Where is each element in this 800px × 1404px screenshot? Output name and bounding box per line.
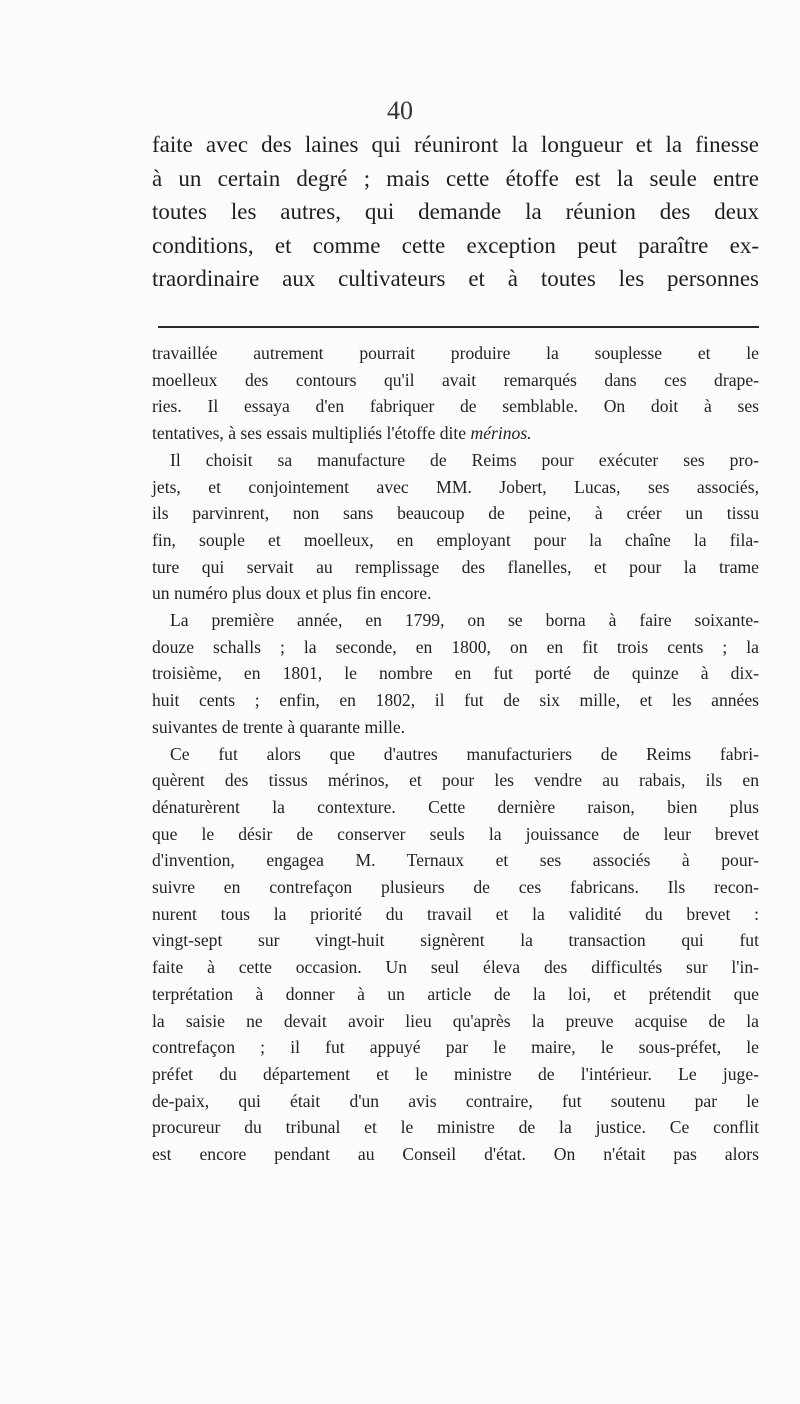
footnote-line: Ce fut alors que d'autres manufacturiers de Reims fabri- <box>170 743 759 764</box>
main-text <box>152 128 759 296</box>
footnote-line: ries. Il essaya d'en fabriquer de semblable. On doit à ses <box>152 396 759 417</box>
footnote-line: troisième, en 1801, le nombre en fut porté de quinze à dix- <box>152 663 759 684</box>
footnote-line: moelleux des contours qu'il avait remarqués dans ces drape- <box>152 369 759 390</box>
footnote-line: vingt-sept sur vingt-huit signèrent la transaction qui fut <box>152 930 759 951</box>
footnote-line: fin, souple et moelleux, en employant pour la chaîne la fila- <box>152 529 759 550</box>
main-text-line: toutes les autres, qui demande la réunion des deux <box>152 199 759 224</box>
main-text-line: traordinaire aux cultivateurs et à toutes les personnes <box>152 266 759 291</box>
footnote-line: quèrent des tissus mérinos, et pour les vendre au rabais, ils en <box>152 770 759 791</box>
footnote-line: la saisie ne devait avoir lieu qu'après la preuve acquise de la <box>152 1010 759 1031</box>
footnote-line: nurent tous la priorité du travail et la validité du brevet : <box>152 903 759 924</box>
footnote-line: travaillée autrement pourrait produire la souplesse et le <box>152 343 759 363</box>
footnote-line: jets, et conjointement avec MM. Jobert, Lucas, ses associés, <box>152 476 759 497</box>
footnote-line: contrefaçon ; il fut appuyé par le maire, le sous-préfet, le <box>152 1037 759 1058</box>
footnote-line: de-paix, qui était d'un avis contraire, fut soutenu par le <box>152 1090 759 1111</box>
footnote-divider <box>158 326 759 328</box>
main-text-line: faite avec des laines qui réuniront la longueur et la finesse <box>152 132 759 157</box>
footnote-line: dénaturèrent la contexture. Cette dernière raison, bien plus <box>152 796 759 817</box>
footnote-line: d'invention, engagea M. Ternaux et ses associés à pour- <box>152 850 759 871</box>
footnote-line: procureur du tribunal et le ministre de la justice. Ce conflit <box>152 1117 759 1138</box>
footnote-line: faite à cette occasion. Un seul éleva des difficultés sur l'in- <box>152 957 759 978</box>
footnote-line: huit cents ; enfin, en 1802, il fut de six mille, et les années <box>152 690 759 711</box>
merinos-term: mérinos. <box>470 423 532 444</box>
footnote-line: suivre en contrefaçon plusieurs de ces fabricans. Ils recon- <box>152 877 759 898</box>
footnote-line: préfet du département et le ministre de l'intérieur. Le juge- <box>152 1063 759 1084</box>
footnote <box>152 340 759 1168</box>
footnote-line-text: tentatives, à ses essais multipliés l'étoffe dite <box>152 423 471 444</box>
footnote-line: douze schalls ; la seconde, en 1800, on en fit trois cents ; la <box>152 636 759 657</box>
footnote-line: que le désir de conserver seuls la jouissance de leur brevet <box>152 823 759 844</box>
main-text-line: à un certain degré ; mais cette étoffe est la seule entre <box>152 165 759 191</box>
footnote-line: est encore pendant au Conseil d'état. On n'était pas alors <box>152 1144 759 1165</box>
footnote-line: suivantes de trente à quarante mille. <box>152 716 406 737</box>
footnote-line: La première année, en 1799, on se borna à faire soixante- <box>170 610 759 631</box>
footnote-line: ils parvinrent, non sans beaucoup de peine, à créer un tissu <box>152 503 759 524</box>
page-number: 40 <box>387 96 413 125</box>
footnote-line <box>152 420 759 447</box>
footnote-line: terprétation à donner à un article de la loi, et prétendit que <box>152 983 759 1004</box>
footnote-line: Il choisit sa manufacture de Reims pour exécuter ses pro- <box>170 449 759 470</box>
footnote-line: ture qui servait au remplissage des flanelles, et pour la trame <box>152 556 759 577</box>
main-text-line: conditions, et comme cette exception peut paraître ex- <box>152 232 759 258</box>
footnote-line: un numéro plus doux et plus fin encore. <box>152 583 432 604</box>
